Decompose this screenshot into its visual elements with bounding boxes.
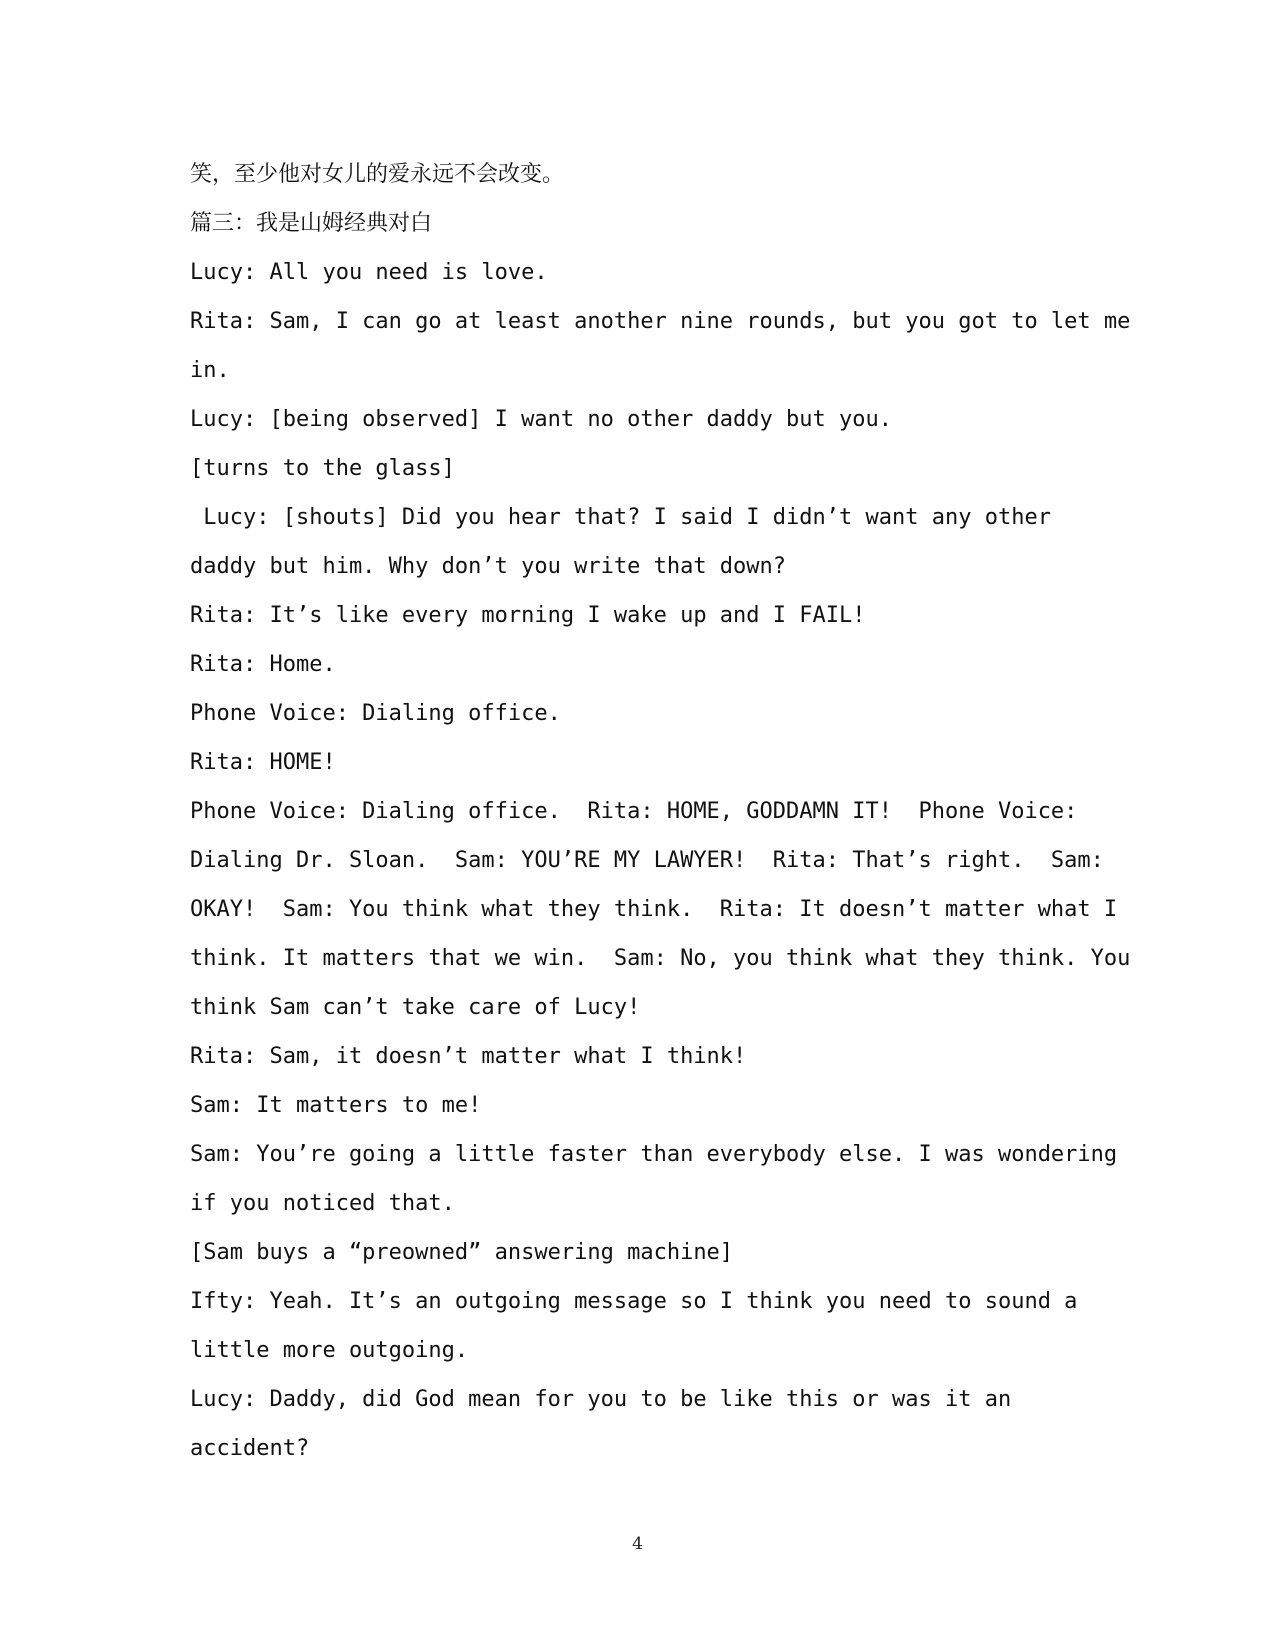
text-line: Sam: You’re going a little faster than everybody else. I was wondering	[190, 1142, 1118, 1167]
text-line: accident?	[190, 1436, 310, 1461]
text-line: Lucy: All you need is love.	[190, 260, 548, 285]
text-line: 笑，至少他对女儿的爱永远不会改变。	[190, 162, 565, 187]
text-line: in.	[190, 358, 230, 383]
text-line: Rita: Home.	[190, 652, 336, 677]
text-line: Rita: Sam, it doesn’t matter what I think!	[190, 1044, 747, 1069]
text-line: Dialing Dr. Sloan. Sam: YOU’RE MY LAWYER! Rita: That’s right. Sam:	[190, 848, 1104, 873]
text-line: if you noticed that.	[190, 1191, 455, 1216]
text-line: Rita: HOME!	[190, 750, 336, 775]
text-line: Phone Voice: Dialing office.	[190, 701, 561, 726]
text-line: OKAY! Sam: You think what they think. Rita: It doesn’t matter what I	[190, 897, 1118, 922]
text-line: [Sam buys a “preowned” answering machine]	[190, 1240, 734, 1265]
document-body	[190, 150, 1131, 1473]
page-number: 4	[632, 1534, 643, 1554]
text-line: Lucy: Daddy, did God mean for you to be like this or was it an	[190, 1387, 1012, 1412]
text-line: Sam: It matters to me!	[190, 1093, 482, 1118]
text-line: Rita: Sam, I can go at least another nine rounds, but you got to let me	[190, 309, 1131, 334]
text-line: [turns to the glass]	[190, 456, 455, 481]
text-line: think. It matters that we win. Sam: No, you think what they think. You	[190, 946, 1131, 971]
text-line: Lucy: [being observed] I want no other daddy but you.	[190, 407, 892, 432]
text-line: Phone Voice: Dialing office. Rita: HOME, GODDAMN IT! Phone Voice:	[190, 799, 1078, 824]
text-line: Rita: It’s like every morning I wake up and I FAIL!	[190, 603, 866, 628]
text-line: Lucy: [shouts] Did you hear that? I said I didn’t want any other	[190, 505, 1051, 530]
text-line: little more outgoing.	[190, 1338, 469, 1363]
text-line: daddy but him. Why don’t you write that down?	[190, 554, 787, 579]
text-line: think Sam can’t take care of Lucy!	[190, 995, 641, 1020]
section-heading: 篇三：我是山姆经典对白	[190, 211, 433, 236]
text-line: Ifty: Yeah. It’s an outgoing message so I think you need to sound a	[190, 1289, 1078, 1314]
